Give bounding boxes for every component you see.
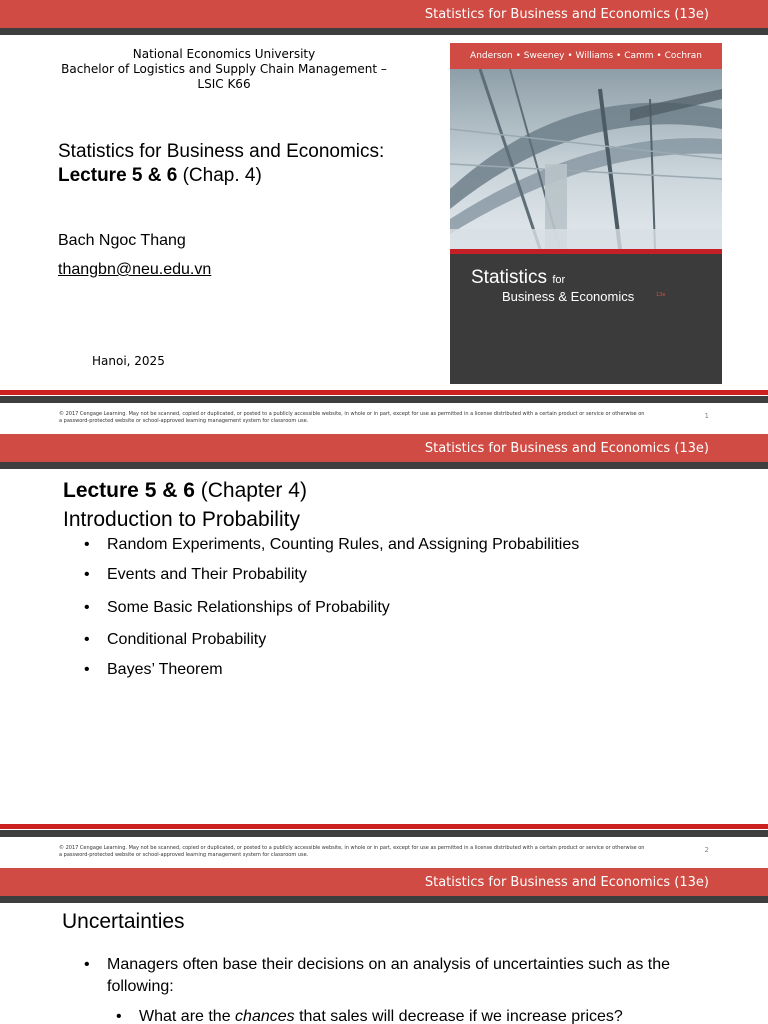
footer-red-stripe (0, 390, 768, 395)
bullet-icon: • (84, 566, 90, 583)
cover-edition: 13e (656, 292, 666, 298)
slide-header-title: Statistics for Business and Economics (13e) (424, 441, 709, 456)
bullet-icon: • (84, 956, 90, 973)
course-title: Statistics for Business and Economics: (58, 141, 385, 162)
cover-red-stripe (450, 249, 722, 254)
lecture-number: Lecture 5 & 6 (58, 165, 178, 186)
cover-subtitle: Business & Economics (502, 289, 635, 304)
slide-header-title: Statistics for Business and Economics (13e) (424, 7, 709, 22)
slide-header-bar (0, 868, 768, 896)
copyright-notice: © 2017 Cengage Learning. May not be scanned, copied or duplicated, or posted to a publicly accessible website, in whole or in part, except for use as permitted in a license distributed with a certain product or service or otherwise on a password-protected website or school-approved learning management system for classroom use. (59, 845, 645, 858)
author-email-link[interactable]: thangbn@neu.edu.vn (58, 261, 212, 278)
footer-dark-stripe (0, 396, 768, 403)
bullet-icon: • (84, 661, 90, 678)
slide-header-bar (0, 434, 768, 462)
slide-header-title: Statistics for Business and Economics (13e) (424, 875, 709, 890)
slide-1 (0, 0, 768, 434)
cover-title-main: Statistics (471, 267, 553, 288)
list-item: • Managers often base their decisions on an analysis of uncertainties such as the following: (84, 956, 670, 995)
header-dark-stripe (0, 28, 768, 35)
lecture-title (58, 140, 384, 188)
page-number: 1 (704, 412, 709, 420)
bullet-icon: • (84, 631, 90, 648)
chapter-ref: (Chap. 4) (177, 165, 262, 186)
slide-header-bar (0, 0, 768, 28)
copyright-notice: © 2017 Cengage Learning. May not be scanned, copied or duplicated, or posted to a publicly accessible website, in whole or in part, except for use as permitted in a license distributed with a certain product or service or otherwise on a password-protected website or school-approved learning management system for classroom use. (59, 411, 645, 424)
textbook-cover (450, 43, 722, 384)
program-name: Bachelor of Logistics and Supply Chain Management – (61, 62, 387, 76)
university-name: National Economics University (132, 47, 316, 61)
cover-authors: Anderson • Sweeney • Williams • Camm • Cochran (470, 51, 702, 61)
slide-title: Uncertainties (62, 910, 185, 933)
footer-red-stripe (0, 824, 768, 829)
header-dark-stripe (0, 896, 768, 903)
bullet-icon: • (84, 599, 90, 616)
university-block (40, 47, 408, 92)
class-code: LSIC K66 (197, 77, 251, 91)
city-year: Hanoi, 2025 (92, 354, 165, 368)
cover-title (471, 268, 565, 290)
header-dark-stripe (0, 462, 768, 469)
cover-title-for: for (552, 274, 566, 286)
emphasis-text: chances (235, 1008, 295, 1024)
cover-architecture-photo (450, 69, 722, 249)
bullet-icon: • (84, 536, 90, 553)
footer-dark-stripe (0, 830, 768, 837)
slide-2: Statistics for Business and Economics (13e) Lecture 5 & 6 (Chapter 4) Introduction to Probability • Random Experiments, Counting Rules, and Assigning Probabilities • Events and Their Probability • Some Basic Relationships of Probability • Conditional Probability • Bayes’ Theorem © 2017 Cengage Learning. May not be scanned, copied or duplicated, or posted to a publicly accessible website, in whole or in part, except for use as permitted in a license distributed with a certain product or service or otherwise on a password-protected website or school-approved learning management system for classroom use. 2 (0, 434, 768, 868)
chapter-title: Introduction to Probability (63, 508, 300, 531)
bullet-icon: • (116, 1008, 122, 1024)
author-name: Bach Ngoc Thang (58, 232, 186, 249)
chapter-ref: (Chapter 4) (194, 479, 307, 502)
lecture-number: Lecture 5 & 6 (63, 479, 195, 502)
page-number: 2 (704, 846, 709, 854)
cover-authors-band (450, 43, 722, 69)
slide-heading (63, 476, 307, 534)
slide-3: Statistics for Business and Economics (13e) Uncertainties • Managers often base their decisions on an analysis of uncertainties such as the following: • What are the chances that sales will decrease if we increase prices? (0, 868, 768, 1024)
